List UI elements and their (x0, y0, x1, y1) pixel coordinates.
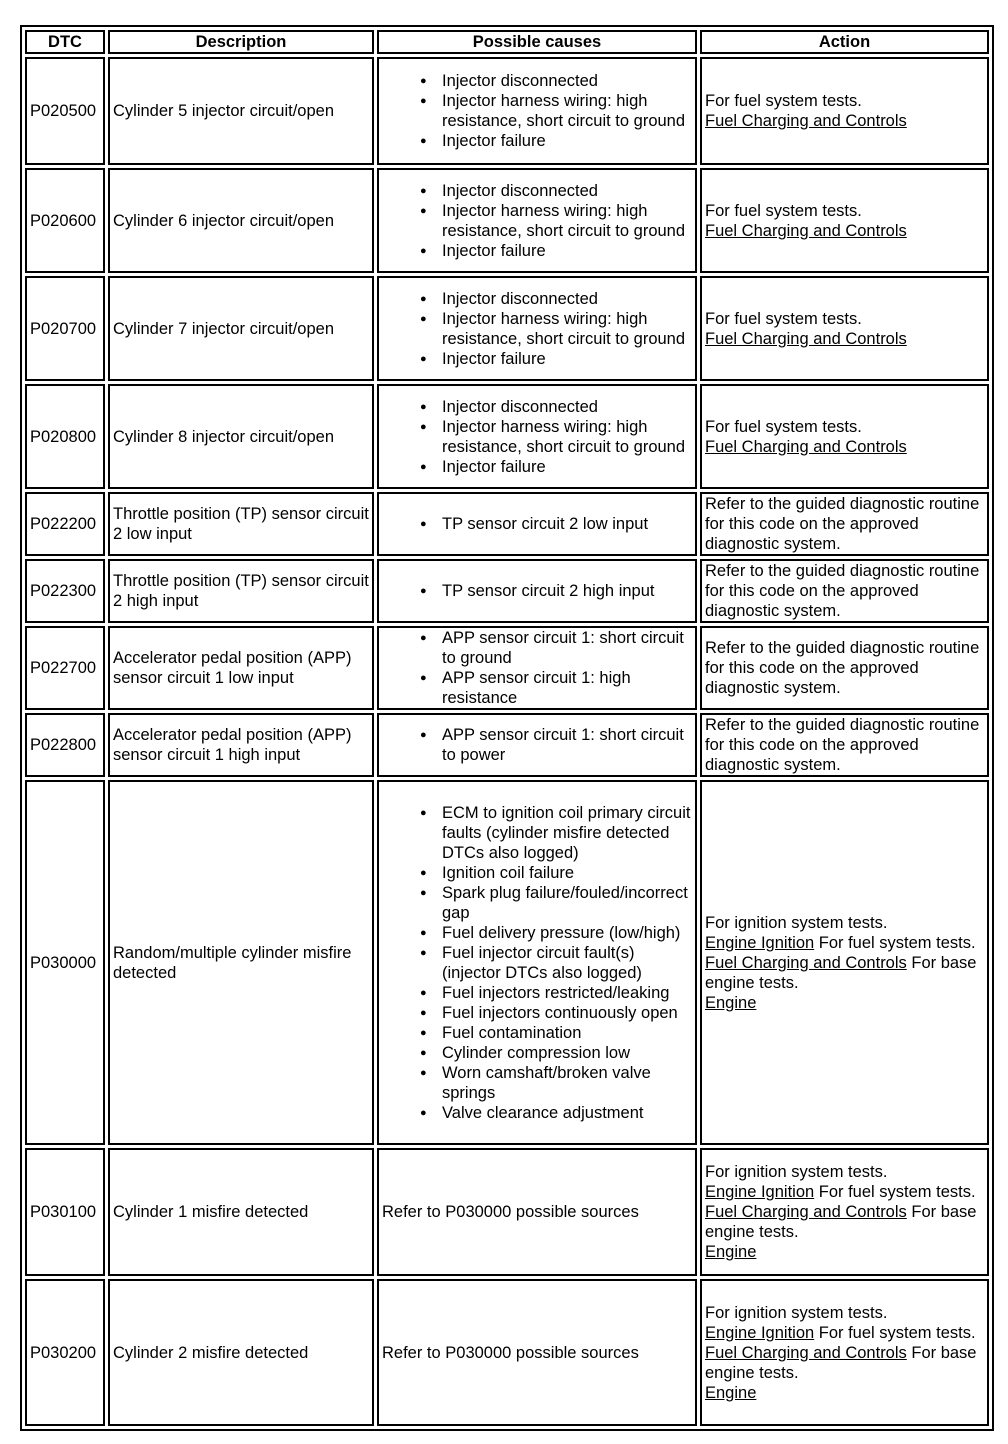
table-body (25, 57, 989, 1426)
action-link[interactable]: Fuel Charging and Controls (705, 953, 907, 972)
cause-list-item: ● APP sensor circuit 1: short circuit to ground (442, 628, 692, 668)
cause-list-item: ● Fuel injectors continuously open (442, 1003, 692, 1023)
possible-causes-cell (377, 626, 697, 710)
action-link[interactable]: Fuel Charging and Controls (705, 221, 907, 240)
cause-list-item: ● Fuel contamination (442, 1023, 692, 1043)
possible-causes-cell (377, 384, 697, 489)
cause-list-item: ● Injector harness wiring: high resistance, short circuit to ground (442, 417, 692, 457)
causes-list (382, 289, 692, 369)
action-cell (700, 1279, 989, 1426)
header-action: Action (700, 30, 989, 54)
action-cell (700, 492, 989, 556)
description-cell: Throttle position (TP) sensor circuit 2 low input (108, 492, 374, 556)
action-cell (700, 276, 989, 381)
action-text: Refer to the guided diagnostic routine for this code on the approved diagnostic system. (705, 639, 980, 697)
header-description: Description (108, 30, 374, 54)
action-cell (700, 626, 989, 710)
description-cell: Accelerator pedal position (APP) sensor circuit 1 high input (108, 713, 374, 777)
action-cell (700, 384, 989, 489)
action-text: For base engine tests. (705, 1343, 977, 1382)
action-link[interactable]: Fuel Charging and Controls (705, 329, 907, 348)
action-link[interactable]: Engine Ignition (705, 1183, 815, 1201)
header-row (25, 30, 989, 54)
cause-list-item: ● Injector disconnected (442, 181, 692, 201)
action-cell (700, 1148, 989, 1276)
table-row (25, 492, 989, 556)
cause-list-item: ● Ignition coil failure (442, 863, 692, 883)
action-text: Refer to the guided diagnostic routine for this code on the approved diagnostic system. (705, 495, 980, 553)
action-link[interactable]: Engine Ignition (705, 1323, 815, 1342)
table-row (25, 1279, 989, 1426)
action-cell (700, 57, 989, 165)
action-text: For fuel system tests. (814, 1183, 976, 1201)
table-row (25, 57, 989, 165)
dtc-code-cell: P022200 (25, 492, 105, 556)
action-link[interactable]: Engine Ignition (705, 933, 815, 952)
cause-list-item: ● Injector disconnected (442, 289, 692, 309)
possible-causes-cell (377, 780, 697, 1145)
dtc-code-cell: P030100 (25, 1148, 105, 1276)
page (20, 25, 988, 1431)
cause-list-item: ● Spark plug failure/fouled/incorrect gap (442, 883, 692, 923)
action-link[interactable]: Fuel Charging and Controls (705, 437, 907, 456)
dtc-code-cell: P020700 (25, 276, 105, 381)
possible-causes-cell: Refer to P030000 possible sources (377, 1148, 697, 1276)
header-dtc: DTC (25, 30, 105, 54)
dtc-code-cell: P022700 (25, 626, 105, 710)
possible-causes-cell (377, 559, 697, 623)
possible-causes-cell: Refer to P030000 possible sources (377, 1279, 697, 1426)
action-text: For fuel system tests. (705, 92, 862, 110)
table-row (25, 384, 989, 489)
action-link[interactable]: Engine (705, 993, 757, 1012)
table-row (25, 276, 989, 381)
action-link[interactable]: Fuel Charging and Controls (705, 112, 907, 130)
possible-causes-cell (377, 713, 697, 777)
action-cell (700, 780, 989, 1145)
cause-list-item: ● Injector disconnected (442, 71, 692, 91)
cause-list-item: ● Injector failure (442, 131, 692, 151)
action-link[interactable]: Engine (705, 1243, 757, 1261)
cause-list-item: ● Injector failure (442, 349, 692, 369)
cause-list-item: ● Cylinder compression low (442, 1043, 692, 1063)
dtc-code-cell: P030200 (25, 1279, 105, 1426)
possible-causes-cell (377, 168, 697, 273)
description-cell: Cylinder 8 injector circuit/open (108, 384, 374, 489)
action-text: Refer to the guided diagnostic routine for this code on the approved diagnostic system. (705, 716, 980, 774)
cause-list-item: ● Valve clearance adjustment (442, 1103, 692, 1123)
causes-list (382, 514, 692, 534)
causes-list (382, 71, 692, 151)
action-cell (700, 559, 989, 623)
table-row (25, 168, 989, 273)
description-cell: Cylinder 6 injector circuit/open (108, 168, 374, 273)
cause-list-item: ● Injector failure (442, 457, 692, 477)
description-cell: Cylinder 7 injector circuit/open (108, 276, 374, 381)
causes-list (382, 803, 692, 1123)
description-cell: Cylinder 2 misfire detected (108, 1279, 374, 1426)
description-cell: Cylinder 1 misfire detected (108, 1148, 374, 1276)
causes-list (382, 581, 692, 601)
cause-list-item: ● Injector disconnected (442, 397, 692, 417)
description-cell: Random/multiple cylinder misfire detected (108, 780, 374, 1145)
causes-list (382, 725, 692, 765)
action-text: For base engine tests. (705, 953, 977, 992)
description-cell: Cylinder 5 injector circuit/open (108, 57, 374, 165)
action-cell (700, 168, 989, 273)
table-row (25, 780, 989, 1145)
causes-list (382, 628, 692, 708)
action-cell (700, 713, 989, 777)
description-cell: Accelerator pedal position (APP) sensor circuit 1 low input (108, 626, 374, 710)
cause-list-item: ● Injector harness wiring: high resistance, short circuit to ground (442, 91, 692, 131)
cause-list-item: ● Fuel delivery pressure (low/high) (442, 923, 692, 943)
action-text: Refer to the guided diagnostic routine for this code on the approved diagnostic system. (705, 562, 980, 620)
dtc-code-cell: P030000 (25, 780, 105, 1145)
action-text: For fuel system tests. (705, 417, 862, 436)
causes-list (382, 181, 692, 261)
dtc-code-cell: P022300 (25, 559, 105, 623)
table-row (25, 713, 989, 777)
dtc-code-cell: P022800 (25, 713, 105, 777)
cause-list-item: ● APP sensor circuit 1: short circuit to power (442, 725, 692, 765)
possible-causes-cell (377, 492, 697, 556)
dtc-table (20, 25, 994, 1431)
action-text: For fuel system tests. (814, 933, 976, 952)
action-link[interactable]: Fuel Charging and Controls (705, 1343, 907, 1362)
action-text: For ignition system tests. (705, 1163, 888, 1181)
cause-list-item: ● Fuel injectors restricted/leaking (442, 983, 692, 1003)
action-text: For ignition system tests. (705, 1303, 888, 1322)
action-text: For fuel system tests. (705, 309, 862, 328)
action-link[interactable]: Engine (705, 1383, 757, 1402)
action-text: For ignition system tests. (705, 913, 888, 932)
action-text: For fuel system tests. (814, 1323, 976, 1342)
table-row (25, 1148, 989, 1276)
cause-list-item: ● APP sensor circuit 1: high resistance (442, 668, 692, 708)
description-cell: Throttle position (TP) sensor circuit 2 high input (108, 559, 374, 623)
possible-causes-cell (377, 276, 697, 381)
cause-list-item: ● Injector harness wiring: high resistance, short circuit to ground (442, 201, 692, 241)
cause-list-item: ● Injector harness wiring: high resistance, short circuit to ground (442, 309, 692, 349)
dtc-code-cell: P020500 (25, 57, 105, 165)
dtc-code-cell: P020600 (25, 168, 105, 273)
cause-list-item: ● TP sensor circuit 2 low input (442, 514, 692, 534)
dtc-code-cell: P020800 (25, 384, 105, 489)
cause-list-item: ● TP sensor circuit 2 high input (442, 581, 692, 601)
cause-list-item: ● Worn camshaft/broken valve springs (442, 1063, 692, 1103)
table-row (25, 626, 989, 710)
cause-list-item: ● ECM to ignition coil primary circuit faults (cylinder misfire detected DTCs also logged) (442, 803, 692, 863)
header-possible-causes: Possible causes (377, 30, 697, 54)
table-row (25, 559, 989, 623)
causes-list (382, 397, 692, 477)
cause-list-item: ● Injector failure (442, 241, 692, 261)
possible-causes-cell (377, 57, 697, 165)
action-link[interactable]: Fuel Charging and Controls (705, 1203, 907, 1221)
cause-list-item: ● Fuel injector circuit fault(s) (injector DTCs also logged) (442, 943, 692, 983)
action-text: For fuel system tests. (705, 201, 862, 220)
action-text: For base engine tests. (705, 1203, 977, 1241)
